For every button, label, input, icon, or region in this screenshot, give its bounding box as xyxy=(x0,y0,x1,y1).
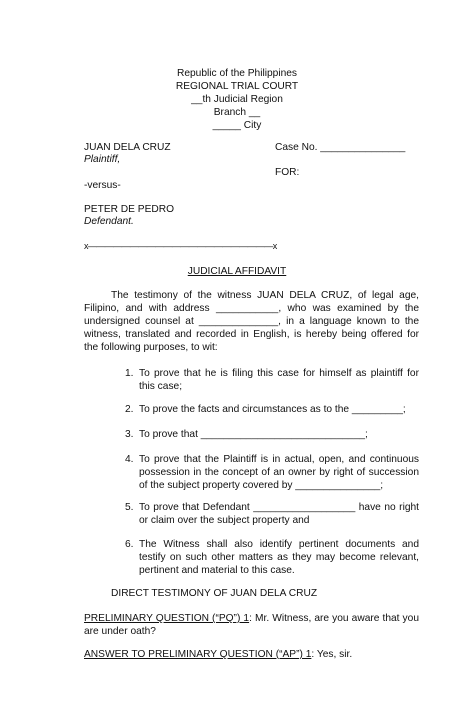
ap1-text: : Yes, sir. xyxy=(311,649,353,660)
preliminary-question-1 xyxy=(84,612,419,638)
purpose-number: 5. xyxy=(125,502,134,513)
intro-paragraph: The testimony of the witness JUAN DELA CRUZ, of legal age, Filipino, and with address ___________, who was examined by the undersigned counsel at ______________, in a language known to the witness, translated and recorded in English, is hereby being offered for the following purposes, to wit: xyxy=(84,290,419,353)
purpose-number: 6. xyxy=(125,539,134,550)
purpose-item: To prove that _____________________________; xyxy=(139,429,368,440)
pq1-text: : Mr. Witness, are you aware that you are under oath? xyxy=(84,613,419,637)
purpose-item: To prove that he is filing this case for himself as plaintiff for this case; xyxy=(139,368,419,392)
pq1-label: PRELIMINARY QUESTION (“PQ”) 1 xyxy=(84,613,250,624)
case-number: Case No. _______________ xyxy=(275,142,406,153)
direct-testimony-heading: DIRECT TESTIMONY OF JUAN DELA CRUZ xyxy=(111,588,318,599)
defendant-name: PETER DE PEDRO xyxy=(84,204,175,215)
purpose-number: 1. xyxy=(125,368,134,379)
header-city: _____ City xyxy=(212,120,262,131)
plaintiff-role: Plaintiff, xyxy=(84,154,121,165)
ap1-label: ANSWER TO PRELIMINARY QUESTION (“AP”) 1 xyxy=(84,649,312,660)
purpose-number: 4. xyxy=(125,454,134,465)
purpose-item: The Witness shall also identify pertinent documents and testify on such other matters as they may become relevant, pertinent and material to this case. xyxy=(139,539,419,576)
purpose-item: To prove that the Plaintiff is in actual, open, and continuous possession in the concept of an owner by right of succession of the subject property covered by _______________; xyxy=(139,454,419,491)
case-for-label: FOR: xyxy=(275,167,300,178)
purpose-number: 3. xyxy=(125,429,134,440)
preliminary-answer-1 xyxy=(84,648,352,661)
plaintiff-name: JUAN DELA CRUZ xyxy=(84,142,171,153)
header-region: __th Judicial Region xyxy=(191,94,283,105)
defendant-role: Defendant. xyxy=(84,216,134,227)
header-branch: Branch __ xyxy=(213,107,261,118)
header-republic: Republic of the Philippines xyxy=(176,68,298,79)
purpose-item: To prove that Defendant __________________ have no right or claim over the subject property and xyxy=(139,502,419,526)
document-title: JUDICIAL AFFIDAVIT xyxy=(187,266,287,277)
caption-separator: x——————————————————————x xyxy=(84,241,277,251)
versus-label: -versus- xyxy=(84,180,121,191)
header-court: REGIONAL TRIAL COURT xyxy=(175,81,299,92)
purpose-number: 2. xyxy=(125,404,134,415)
purpose-item: To prove the facts and circumstances as to the _________; xyxy=(139,404,406,415)
